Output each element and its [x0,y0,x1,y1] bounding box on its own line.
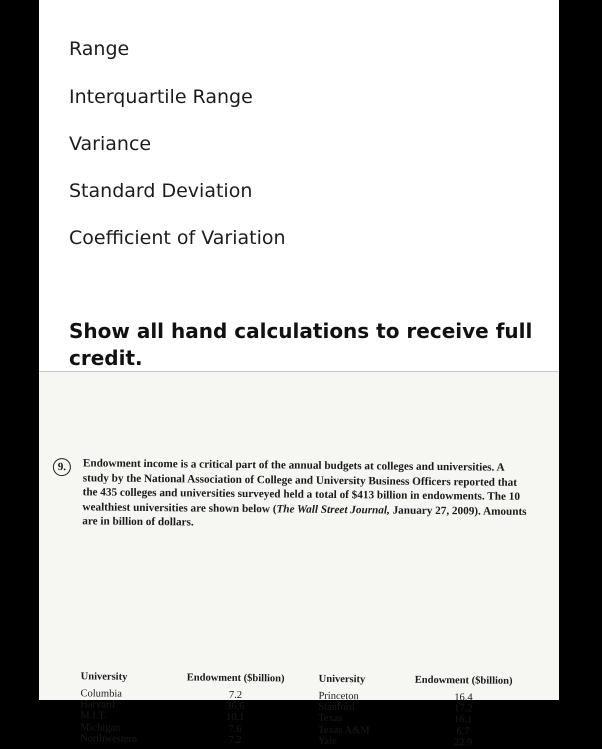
table-col-endowment-right [402,674,525,749]
table-header: Endowment ($billion) [414,674,513,687]
table-cell: Texas A&M [318,724,370,736]
table-cell: Stanford [318,701,355,714]
question-source: The Wall Street Journal, [276,502,390,517]
table-header: University [80,671,128,683]
measure-coefficient-of-variation: Coefficient of Variation [69,227,286,249]
table-cell: 7.2 [228,689,243,701]
question-text [82,456,531,533]
measure-standard-deviation: Standard Deviation [69,180,253,202]
question-tail: January 27, 2009). Amounts are in billion of dollars. [82,504,527,529]
measure-interquartile-range: Interquartile Range [69,86,253,108]
endowment-table [79,670,543,749]
document-page [39,0,559,749]
measure-range: Range [69,38,130,60]
table-col-university-left [80,670,138,745]
question-number-badge: 9. [53,458,71,476]
table-header: University [318,673,366,686]
table-cell: 6.7 [456,725,470,737]
table-cell: Harvard [80,699,115,711]
question-body: Endowment income is a critical part of the annual budgets at colleges and universities. A study by the National Association of College and University Business Officers reported that the 435 colleges and universities surveyed held a total of $413 billion in endowments. The 10 wealthiest universities are shown below ( [82,457,521,515]
table-cell: Michigan [80,721,121,734]
instruction-text: Show all hand calculations to receive full credit. [69,319,533,370]
table-cell: 16.1 [454,714,473,726]
question-block [53,456,543,749]
table-cell: Northwestern [79,733,138,745]
table-cell: M.I.T. [80,710,107,722]
table-cell: 17.2 [454,703,473,715]
table-header: Endowment ($billion) [186,672,285,685]
table-cell: Texas [318,713,343,725]
measure-variance: Variance [69,133,152,155]
table-cell: Columbia [80,688,122,700]
table-col-university-right [318,673,370,748]
table-cell: 16.4 [454,692,473,704]
table-cell: 7.6 [228,723,242,735]
table-col-endowment-left [176,671,295,746]
table-cell: 7.2 [228,734,242,746]
table-cell: Princeton [318,690,359,703]
table-cell: 22.9 [453,737,473,749]
table-cell: Yale [317,735,337,747]
textbook-scan-image [39,372,559,749]
table-cell: 36.6 [226,701,245,713]
table-cell: 10.1 [226,712,245,724]
